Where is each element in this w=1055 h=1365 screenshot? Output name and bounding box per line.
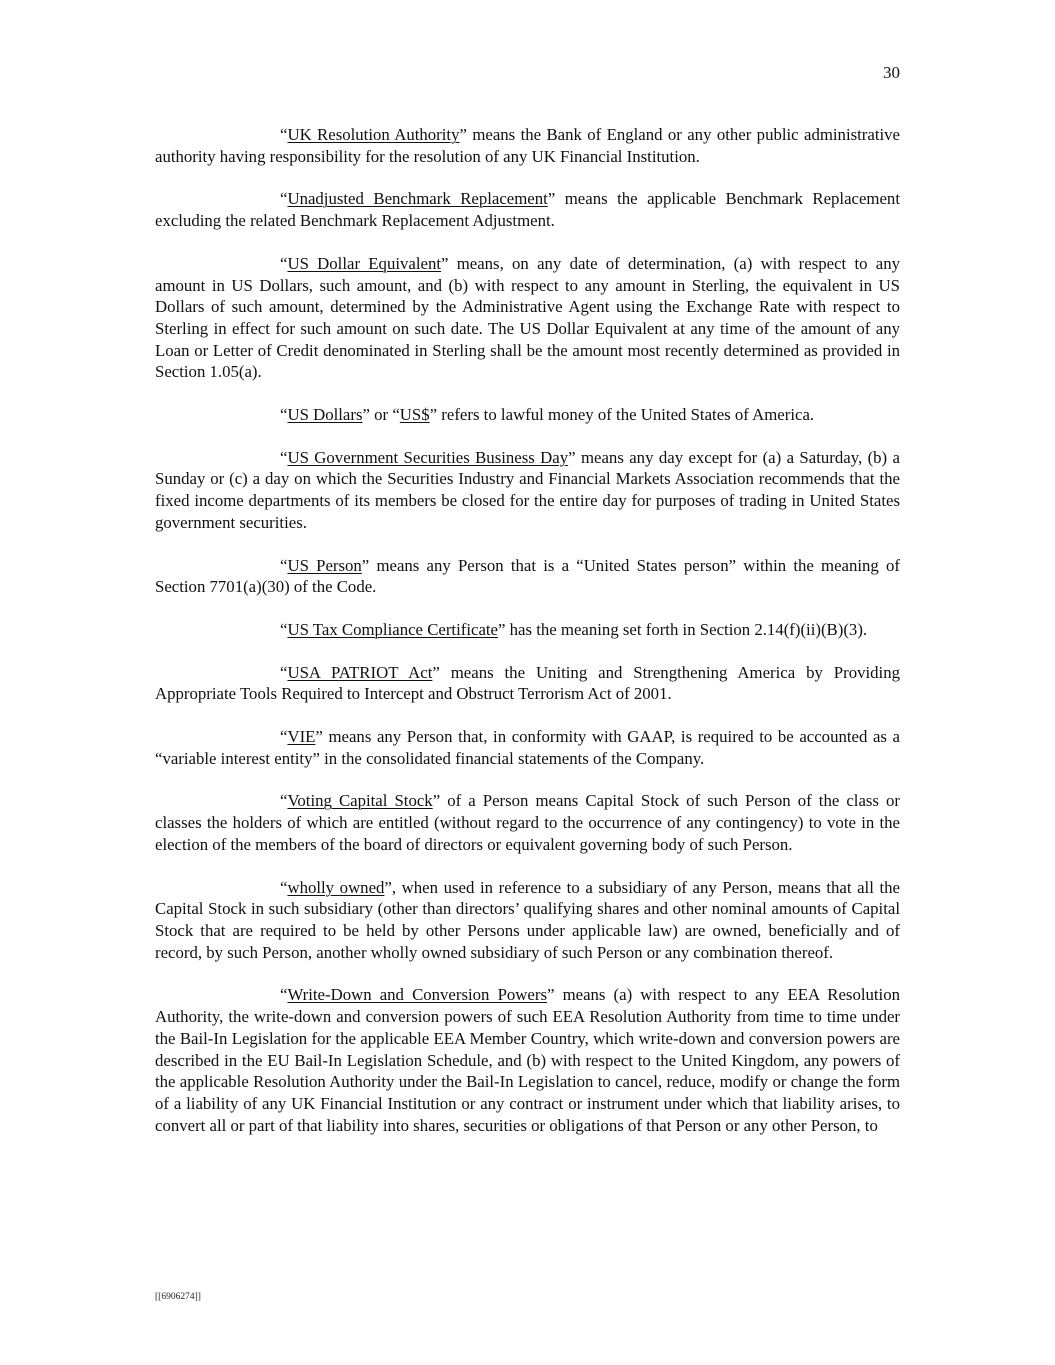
defined-term: US Tax Compliance Certificate — [287, 619, 499, 639]
defined-term: VIE — [287, 727, 316, 747]
definition-usa-patriot-act — [155, 662, 900, 705]
defined-term: US Government Securities Business Day — [287, 447, 569, 467]
defined-term: Voting Capital Stock — [287, 791, 433, 811]
definition-body: of a Person means Capital Stock of such Person of the class or classes the holders of which are entitled (without regard to the occurrence of any contingency) to vote in the election of the members of the board of directors or equivalent governing body of such Person. — [155, 791, 900, 854]
definition-body: means the Bank of England or any other public administrative authority having responsibility for the resolution of any UK Financial Institution. — [155, 125, 900, 166]
open-quote: “ — [280, 125, 288, 144]
definition-us-dollar-equivalent — [155, 253, 900, 383]
page-number: 30 — [883, 63, 900, 82]
close-quote: ” — [498, 619, 506, 639]
definition-unadjusted-benchmark-replacement — [155, 188, 900, 231]
defined-term: USA PATRIOT Act — [287, 662, 433, 682]
defined-term: Write-Down and Conversion Powers — [287, 985, 547, 1005]
term-connector: or “ — [369, 405, 400, 425]
definition-body: means any day except for (a) a Saturday, (b) a Sunday or (c) a day on which the Securities Industry and Financial Markets Association recommends that the fixed income departments of its members be closed for the entire day for purposes of trading in United States government securities. — [155, 447, 900, 532]
open-quote: “ — [280, 662, 288, 682]
definition-body: means, on any date of determination, (a) with respect to any amount in US Dollars, such amount, and (b) with respect to any amount in Sterling, the equivalent in US Dollars of such amount, determined by the Administrative Agent using the Exchange Rate with respect to Sterling in effect for such amount on such date. The US Dollar Equivalent at any time of the amount of any Loan or Letter of Credit denominated in Sterling shall be the amount most recently determined as provided in Section 1.05(a). — [155, 253, 900, 382]
close-quote: ” — [547, 189, 556, 209]
definition-vie — [155, 726, 900, 769]
definition-uk-resolution-authority — [155, 124, 900, 167]
defined-term: US Dollars — [287, 405, 363, 425]
definition-us-dollars — [155, 404, 900, 426]
definition-body: refers to lawful money of the United States of America. — [437, 405, 815, 425]
definition-us-tax-compliance-certificate — [155, 619, 900, 641]
definition-body: means (a) with respect to any EEA Resolution Authority, the write-down and conversion powers of such EEA Resolution Authority from time to time under the Bail-In Legislation for the applicable EEA Member Country, which write-down and conversion powers are described in the EU Bail-In Legislation Schedule, and (b) with respect to the United Kingdom, any powers of the applicable Resolution Authority under the Bail-In Legislation to cancel, reduce, modify or change the form of a liability of any UK Financial Institution or any contract or instrument under which that liability arises, to convert all or part of that liability into shares, securities or obligations of that Person or any other Person, to — [155, 985, 900, 1135]
open-quote: “ — [280, 189, 288, 209]
defined-term: wholly owned — [287, 877, 385, 897]
close-quote: ” — [432, 662, 440, 682]
open-quote: “ — [280, 619, 288, 639]
definition-body: means the Uniting and Strengthening America by Providing Appropriate Tools Required to Intercept and Obstruct Terrorism Act of 2001. — [155, 662, 900, 704]
close-quote: ” — [429, 405, 438, 425]
definition-write-down-and-conversion-powers — [155, 984, 900, 1136]
open-quote: “ — [280, 985, 288, 1005]
close-quote: ” — [459, 125, 467, 144]
open-quote: “ — [280, 405, 288, 425]
definition-body: means any Person that is a “United States person” within the meaning of Section 7701(a)(30) of the Code. — [155, 555, 900, 597]
definition-us-government-securities-business-day — [155, 447, 900, 534]
defined-term: UK Resolution Authority — [287, 125, 460, 144]
document-footer-id: [[6906274]] — [155, 1292, 201, 1302]
definition-body: , when used in reference to a subsidiary of any Person, means that all the Capital Stock in such subsidiary (other than directors’ qualifying shares and other nominal amounts of Capital Stock that are required to be held by other Persons under applicable law) are owned, beneficially and of record, by such Person, another wholly owned subsidiary of such Person or any combination thereof. — [155, 877, 900, 962]
definitions-section — [155, 124, 900, 1157]
close-quote: ” — [546, 985, 555, 1005]
defined-term: US Person — [287, 555, 362, 575]
defined-term: Unadjusted Benchmark Replacement — [287, 189, 548, 209]
close-quote: ” — [384, 877, 392, 897]
open-quote: “ — [280, 877, 288, 897]
open-quote: “ — [280, 253, 288, 273]
close-quote: ” — [432, 791, 441, 811]
defined-term: US Dollar Equivalent — [287, 253, 441, 273]
definition-wholly-owned — [155, 877, 900, 964]
definition-body: means the applicable Benchmark Replacement excluding the related Benchmark Replacement Adjustment. — [155, 189, 900, 231]
defined-term-alt: US$ — [399, 405, 430, 425]
open-quote: “ — [280, 727, 288, 747]
definition-body: has the meaning set forth in Section 2.14(f)(ii)(B)(3). — [505, 619, 868, 639]
close-quote: ” — [362, 405, 370, 425]
open-quote: “ — [280, 555, 288, 575]
close-quote: ” — [441, 253, 449, 273]
open-quote: “ — [280, 791, 288, 811]
close-quote: ” — [315, 727, 323, 747]
close-quote: ” — [361, 555, 370, 575]
definition-voting-capital-stock — [155, 790, 900, 855]
definition-us-person — [155, 555, 900, 598]
close-quote: ” — [568, 447, 576, 467]
definition-body: means any Person that, in conformity with GAAP, is required to be accounted as a “variable interest entity” in the consolidated financial statements of the Company. — [155, 727, 900, 768]
open-quote: “ — [280, 447, 288, 467]
